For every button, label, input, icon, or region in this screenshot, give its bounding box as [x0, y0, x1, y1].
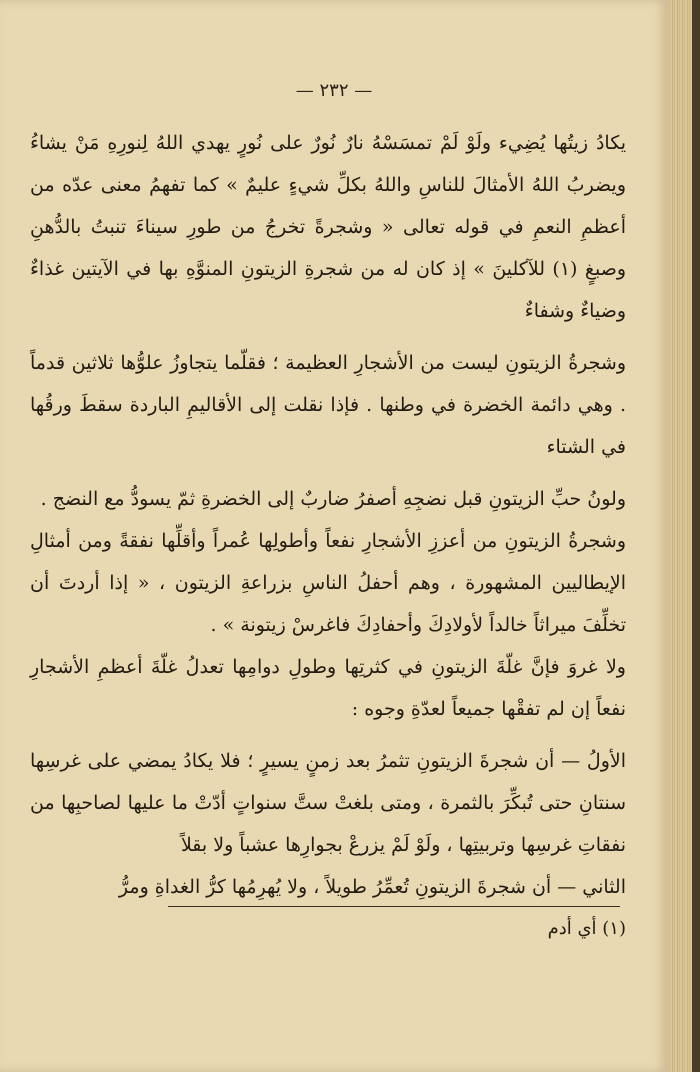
paragraph-5: ولا غروَ فإنَّ غلّةَ الزيتونِ في كثرتِها وطولِ دوامِها تعدلُ غلّةَ أعظمِ الأشجارِ نفعاً إن لم تفقْها جميعاً لعدّةِ وجوه :: [30, 656, 626, 720]
paragraph-2: وشجرةُ الزيتونِ ليست من الأشجارِ العظيمة ؛ فقلّما يتجاوزُ علوُّها ثلاثين قدماً . وهي دائمة الخضرة في وطنها . فإذا نقلت إلى الأقاليمِ الباردة سقطَ ورقُها في الشتاء: [30, 352, 626, 458]
footnote-divider: [168, 906, 620, 907]
footnote: (١) أي أدم: [547, 918, 626, 939]
page-number: — ٢٣٢ —: [295, 80, 373, 101]
paragraph-7: الثاني — أن شجرةَ الزيتونِ تُعمِّرُ طويلاً ، ولا يُهرِمُها كرُّ الغداةِ ومرُّ: [118, 876, 626, 898]
paragraph-3: ولونُ حبِّ الزيتونِ قبل نضجِهِ أصفرُ ضاربٌ إلى الخضرةِ ثمّ يسودُّ مع النضج .: [40, 488, 626, 510]
paragraph-6: الأولُ — أن شجرةَ الزيتونِ تثمرُ بعد زمنٍ يسيرٍ ؛ فلا يكادُ يمضي على غرسِها سنتانِ حتى تُبكِّرَ بالثمرة ، ومتى بلغتْ ستَّ سنواتٍ أدّتْ ما عليها لصاحبِها من نفقاتِ غرسِها وتربيتِها ، ولَوْ لَمْ يزرعْ بجوارِها عشباً ولا بقلاً: [30, 750, 626, 856]
book-cover-edge: [692, 0, 700, 1072]
paragraph-1: يكادُ زيتُها يُضِيء ولَوْ لَمْ تمسَسْهُ نارٌ نُورٌ على نُورٍ يهدي اللهُ لِنورِهِ مَنْ يشاءُ ويضربُ اللهُ الأمثالَ للناسِ واللهُ بكلِّ شيءٍ عليمٌ » كما تفهمُ معنى عدّه من أعظمِ النعمِ في قوله تعالى « وشجرةً تخرجُ من طورِ سيناءَ تنبتُ بالدُّهنِ وصبغٍ (١) للآكلينَ » إذ كان له من شجرةِ الزيتونِ المنوَّهِ بها في الآيتين غذاءٌ وضياءٌ وشفاءٌ: [30, 132, 627, 322]
paragraph-4: وشجرةُ الزيتونِ من أعززِ الأشجارِ نفعاً وأطولِها عُمراً وأقلِّها نفقةً ومن أمثالِ الإيطاليين المشهورة ، وهم أحفلُ الناسِ بزراعةِ الزيتون ، « إذا أردتَ أن تخلِّفَ ميراثاً خالداً لأولادِكَ وأحفادِكَ فاغرسْ زيتونة » .: [30, 530, 626, 636]
page-body: [30, 122, 626, 908]
